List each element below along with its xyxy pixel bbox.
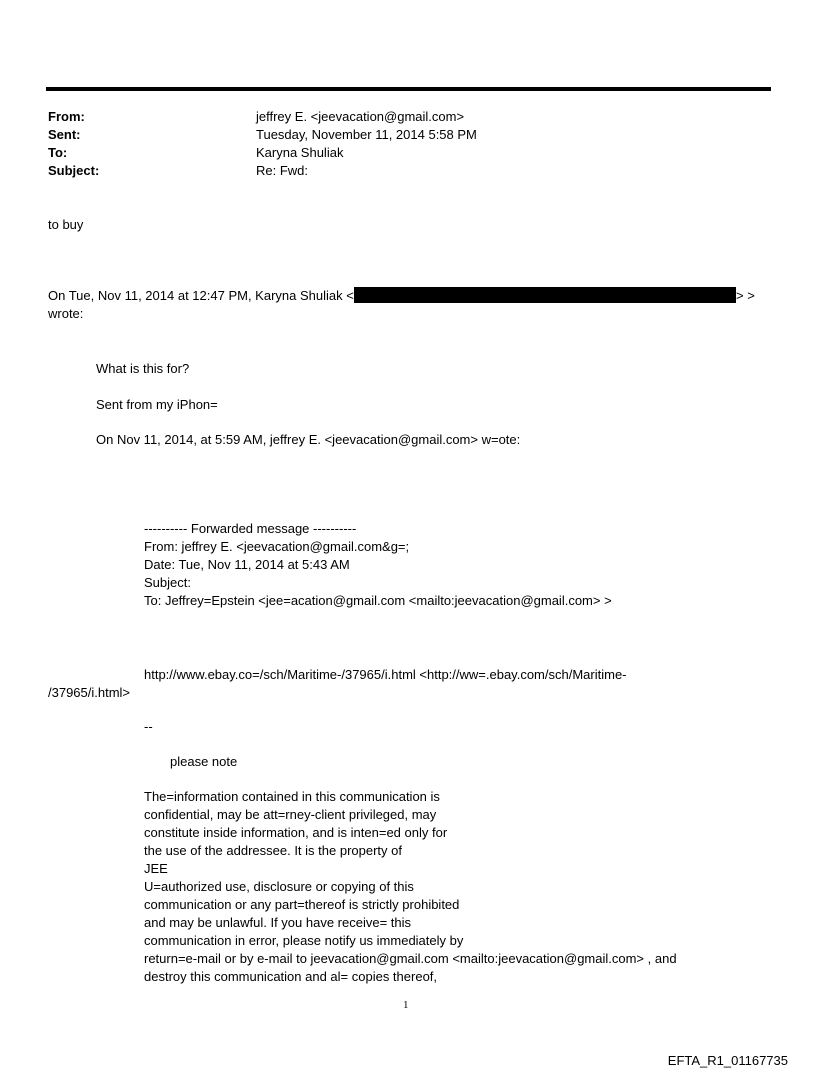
- disclaimer-line: destroy this communication and al= copies thereof,: [144, 969, 438, 984]
- disclaimer-block: [144, 788, 744, 986]
- ebay-link-line-1: http://www.ebay.co=/sch/Maritime-/37965/i.html <http://ww=.ebay.com/sch/Maritime-: [144, 667, 627, 682]
- disclaimer-line: U=authorized use, disclosure or copying of this: [144, 879, 414, 894]
- quote-intro-line-1: On Tue, Nov 11, 2014 at 12:47 PM, Karyna Shuliak <: [48, 288, 354, 303]
- to-label: To:: [48, 145, 68, 160]
- disclaimer-line: communication in error, please notify us immediately by: [144, 933, 464, 948]
- quote-intro-close: > >: [736, 288, 755, 303]
- ebay-link-line-2: /37965/i.html>: [48, 685, 131, 700]
- subject-value: Re: Fwd:: [256, 163, 309, 178]
- to-value: Karyna Shuliak: [256, 145, 344, 160]
- footer-document-id: EFTA_R1_01167735: [667, 1053, 788, 1068]
- reply-text: to buy: [48, 217, 84, 232]
- subject-row: [48, 162, 477, 180]
- disclaimer-line: the use of the addressee. It is the property of: [144, 843, 402, 858]
- quote-intro-line-2: wrote:: [48, 306, 84, 321]
- subject-label: Subject:: [48, 163, 100, 178]
- sent-from-text: Sent from my iPhon=: [96, 397, 218, 412]
- page-number: 1: [403, 999, 409, 1011]
- sent-value: Tuesday, November 11, 2014 5:58 PM: [256, 127, 477, 142]
- disclaimer-line: return=e-mail or by e-mail to jeevacation@gmail.com <mailto:jeevacation@gmail.com> , and: [144, 951, 677, 966]
- sent-row: [48, 126, 477, 144]
- signature-dash: --: [144, 719, 153, 734]
- disclaimer-line: JEE: [144, 861, 168, 876]
- from-value: jeffrey E. <jeevacation@gmail.com>: [256, 109, 465, 124]
- from-label: From:: [48, 109, 85, 124]
- nested-intro-text: On Nov 11, 2014, at 5:59 AM, jeffrey E. <jeevacation@gmail.com> w=ote:: [96, 432, 521, 447]
- disclaimer-line: communication or any part=thereof is strictly prohibited: [144, 897, 460, 912]
- redaction-bar: [354, 287, 736, 303]
- forwarded-divider: ---------- Forwarded message ----------: [144, 521, 357, 536]
- header-rule: [46, 87, 771, 91]
- forwarded-date: Date: Tue, Nov 11, 2014 at 5:43 AM: [144, 557, 350, 572]
- disclaimer-line: and may be unlawful. If you have receive= this: [144, 915, 412, 930]
- disclaimer-line: The=information contained in this communication is: [144, 789, 440, 804]
- forwarded-to: To: Jeffrey=Epstein <jee=acation@gmail.com <mailto:jeevacation@gmail.com> >: [144, 593, 612, 608]
- email-header: [48, 108, 477, 180]
- forwarded-subject: Subject:: [144, 575, 191, 590]
- question-text: What is this for?: [96, 361, 190, 376]
- sent-label: Sent:: [48, 127, 81, 142]
- disclaimer-line: confidential, may be att=rney-client privileged, may: [144, 807, 437, 822]
- disclaimer-line: constitute inside information, and is inten=ed only for: [144, 825, 448, 840]
- to-row: [48, 144, 477, 162]
- from-row: [48, 108, 477, 126]
- please-note-text: please note: [170, 754, 238, 769]
- forwarded-from: From: jeffrey E. <jeevacation@gmail.com&g=;: [144, 539, 410, 554]
